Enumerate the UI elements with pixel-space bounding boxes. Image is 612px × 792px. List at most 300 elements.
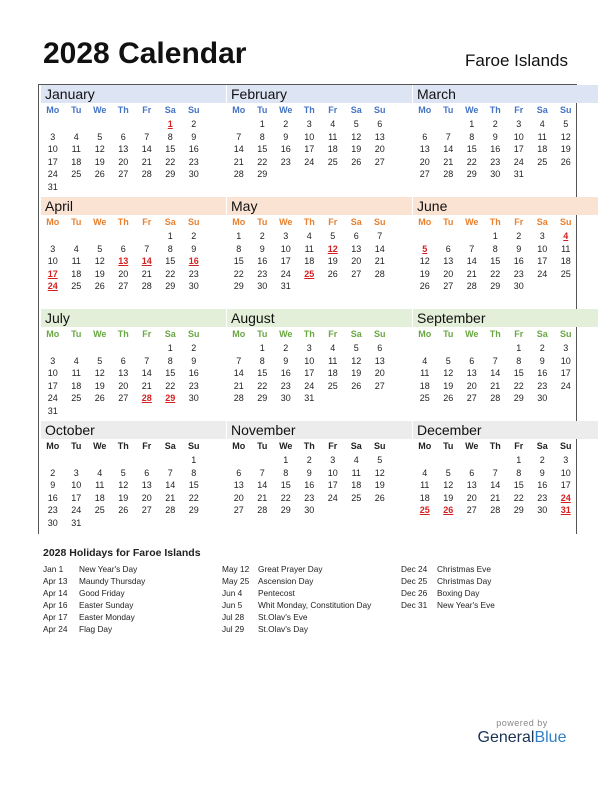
weekday-label: Tu (71, 217, 82, 227)
day-cell: 3 (306, 119, 312, 129)
week-row (413, 118, 598, 131)
day-cell: 14 (233, 368, 244, 379)
day-cell: 23 (537, 380, 548, 391)
day-cell: 20 (118, 268, 129, 279)
day-cell (321, 504, 345, 517)
day-cell: 8 (191, 467, 197, 478)
day-cell (112, 118, 136, 131)
day-cell: 22 (513, 380, 524, 391)
day-cell (460, 342, 484, 355)
day-cell (41, 454, 65, 467)
holiday-date: Jun 4 (222, 588, 243, 598)
day-cell: 16 (280, 368, 291, 379)
day-cell: 5 (330, 231, 336, 241)
day-cell: 5 (353, 343, 359, 353)
weekday-header-row (413, 327, 598, 341)
holiday-day-cell: 5 (422, 243, 428, 254)
day-cell (182, 181, 206, 194)
day-cell: 9 (259, 243, 265, 254)
day-cell: 26 (560, 156, 571, 167)
day-cell (41, 118, 65, 131)
day-cell: 15 (513, 480, 524, 491)
holiday-item (43, 623, 145, 635)
weekday-label: Sa (164, 441, 176, 451)
day-cell (159, 517, 183, 530)
day-cell (413, 454, 437, 467)
weekday-label: Su (187, 217, 200, 227)
day-cell: 1 (492, 231, 498, 241)
day-cell: 31 (71, 517, 82, 528)
day-cell: 24 (47, 169, 58, 180)
day-cell (88, 230, 112, 243)
day-cell: 6 (377, 343, 383, 353)
day-cell: 30 (304, 505, 315, 516)
weekday-label: Mo (46, 329, 60, 339)
day-cell: 29 (188, 505, 199, 516)
day-cell: 24 (304, 156, 315, 167)
day-cell (554, 168, 578, 181)
day-cell: 8 (469, 131, 475, 142)
generalblue-logo[interactable] (476, 718, 568, 747)
holiday-item (222, 563, 371, 575)
day-cell (437, 118, 461, 131)
day-cell: 27 (374, 380, 385, 391)
country-name: Faroe Islands (465, 51, 568, 70)
holiday-name: Flag Day (79, 624, 113, 634)
day-cell: 22 (466, 156, 477, 167)
holiday-date: Jan 1 (43, 564, 64, 574)
day-cell: 16 (537, 480, 548, 491)
day-cell: 11 (420, 480, 430, 491)
week-row (413, 255, 598, 268)
day-cell: 15 (466, 144, 477, 155)
day-cell (437, 230, 461, 243)
month-june (413, 197, 598, 309)
day-cell: 3 (50, 355, 56, 366)
day-cell: 1 (259, 119, 265, 129)
day-cell: 24 (327, 492, 338, 503)
day-cell: 25 (94, 505, 105, 516)
day-cell: 7 (377, 231, 383, 241)
day-cell: 20 (141, 492, 152, 503)
weekday-label: Tu (443, 329, 454, 339)
day-cell: 3 (330, 455, 336, 465)
day-cell: 18 (327, 144, 338, 155)
day-cell: 5 (377, 455, 383, 465)
week-row (227, 342, 412, 355)
weekday-header-row (41, 103, 226, 117)
day-cell: 5 (353, 119, 359, 129)
day-cell (88, 342, 112, 355)
day-cell: 9 (283, 355, 289, 366)
day-cell: 12 (351, 131, 362, 142)
day-cell: 13 (419, 144, 430, 155)
day-cell (135, 181, 159, 194)
day-cell: 18 (537, 144, 548, 155)
day-cell: 11 (95, 480, 105, 491)
weekday-label: Fr (142, 217, 152, 227)
week-row (41, 392, 226, 405)
day-cell: 3 (283, 231, 289, 241)
day-cell: 31 (304, 393, 315, 404)
month-february (227, 85, 412, 197)
weekday-label: Mo (46, 441, 60, 451)
day-cell (159, 181, 183, 194)
weekday-label: Th (489, 329, 501, 339)
holiday-day-cell: 14 (141, 256, 152, 267)
day-cell: 27 (118, 393, 129, 404)
day-cell: 16 (304, 480, 315, 491)
day-cell: 25 (71, 393, 82, 404)
day-cell: 20 (351, 256, 362, 267)
day-cell: 30 (188, 281, 199, 292)
week-row (227, 380, 412, 393)
day-cell: 2 (191, 343, 197, 353)
weekday-label: Sa (350, 105, 362, 115)
day-cell: 18 (419, 492, 430, 503)
weekday-label: We (93, 441, 107, 451)
weekday-label: Sa (350, 441, 362, 451)
day-cell: 29 (466, 169, 477, 180)
day-cell: 11 (328, 355, 338, 366)
holiday-item (401, 587, 495, 599)
holiday-item (401, 575, 495, 587)
day-cell: 4 (73, 243, 79, 254)
holiday-name: Great Prayer Day (258, 564, 323, 574)
week-row (413, 342, 598, 355)
day-cell (135, 517, 159, 530)
day-cell: 15 (233, 256, 244, 267)
day-cell: 26 (443, 393, 454, 404)
day-cell: 16 (537, 368, 548, 379)
day-cell: 3 (50, 243, 56, 254)
holiday-day-cell: 24 (560, 492, 571, 503)
day-cell: 29 (233, 281, 244, 292)
day-cell: 22 (165, 380, 176, 391)
day-cell: 23 (188, 380, 199, 391)
day-cell: 9 (50, 480, 56, 491)
day-cell: 11 (537, 131, 547, 142)
day-cell: 25 (560, 268, 571, 279)
day-cell: 19 (94, 380, 105, 391)
day-cell: 1 (469, 119, 475, 129)
day-cell: 1 (167, 231, 173, 241)
week-row (227, 143, 412, 156)
weekday-header-row (227, 103, 412, 117)
day-cell (413, 118, 437, 131)
month-header: February (227, 85, 412, 103)
day-cell: 23 (304, 492, 315, 503)
day-cell: 30 (513, 281, 524, 292)
day-cell: 22 (513, 492, 524, 503)
day-cell: 22 (280, 492, 291, 503)
holiday-day-cell: 13 (118, 256, 129, 267)
day-cell: 1 (236, 231, 242, 241)
day-cell: 6 (236, 467, 242, 478)
day-cell: 31 (47, 181, 58, 192)
month-may (227, 197, 412, 309)
day-cell: 11 (304, 243, 314, 254)
day-cell: 18 (71, 268, 82, 279)
month-header: May (227, 197, 412, 215)
day-cell: 13 (466, 368, 477, 379)
day-cell: 25 (419, 393, 430, 404)
week-row (413, 280, 598, 293)
day-cell (112, 454, 136, 467)
day-cell: 1 (516, 455, 522, 465)
weekday-label: Mo (418, 441, 432, 451)
day-cell: 4 (539, 119, 545, 129)
week-row (227, 255, 412, 268)
weekday-label: Sa (164, 217, 176, 227)
day-cell (112, 230, 136, 243)
day-cell: 19 (560, 144, 571, 155)
day-cell: 1 (167, 343, 173, 353)
week-row (413, 454, 598, 467)
day-cell (88, 118, 112, 131)
day-cell: 30 (490, 169, 501, 180)
day-cell: 16 (188, 144, 199, 155)
day-cell: 17 (560, 368, 571, 379)
day-cell: 28 (443, 169, 454, 180)
weekday-label: Sa (536, 441, 548, 451)
week-row (227, 367, 412, 380)
holiday-item (43, 611, 145, 623)
day-cell: 11 (71, 256, 81, 267)
day-cell: 29 (490, 281, 501, 292)
day-cell: 14 (141, 144, 152, 155)
weekday-label: Fr (142, 329, 152, 339)
week-row (41, 156, 226, 169)
weekday-label: Su (187, 329, 200, 339)
week-row (413, 156, 598, 169)
day-cell: 28 (490, 505, 501, 516)
page-title: 2028 Calendar (43, 37, 247, 70)
week-row (41, 355, 226, 368)
day-cell: 6 (144, 467, 150, 478)
day-cell: 29 (280, 505, 291, 516)
day-cell: 25 (327, 156, 338, 167)
day-cell: 19 (94, 156, 105, 167)
holiday-date: Dec 26 (401, 588, 428, 598)
day-cell (112, 405, 136, 418)
day-cell: 6 (353, 231, 359, 241)
weekday-header-row (413, 103, 598, 117)
week-row (227, 168, 412, 181)
holiday-item (43, 599, 145, 611)
month-january (41, 85, 226, 197)
holiday-day-cell: 17 (47, 268, 58, 279)
week-row (41, 243, 226, 256)
day-cell: 28 (466, 281, 477, 292)
week-row (227, 479, 412, 492)
day-cell (65, 342, 89, 355)
day-cell: 12 (419, 256, 430, 267)
day-cell: 3 (306, 343, 312, 353)
weekday-label: Tu (443, 441, 454, 451)
day-cell: 15 (188, 480, 199, 491)
week-row (227, 392, 412, 405)
holiday-day-cell: 16 (188, 256, 199, 267)
day-cell (531, 280, 555, 293)
day-cell: 10 (47, 368, 58, 379)
day-cell (41, 230, 65, 243)
weekday-label: Tu (257, 329, 268, 339)
week-row (41, 268, 226, 281)
holiday-item (43, 563, 145, 575)
weekday-header-row (41, 215, 226, 229)
holiday-name: New Year's Day (79, 564, 138, 574)
day-cell: 26 (94, 393, 105, 404)
holidays-title: 2028 Holidays for Faroe Islands (43, 547, 201, 559)
holiday-day-cell: 31 (560, 505, 571, 516)
day-cell: 20 (374, 144, 385, 155)
month-header: November (227, 421, 412, 439)
day-cell (460, 454, 484, 467)
day-cell: 11 (328, 131, 338, 142)
day-cell: 24 (537, 268, 548, 279)
day-cell: 8 (283, 467, 289, 478)
day-cell (135, 230, 159, 243)
day-cell (321, 392, 345, 405)
week-row (227, 118, 412, 131)
day-cell (135, 405, 159, 418)
day-cell: 16 (490, 144, 501, 155)
day-cell: 2 (516, 231, 522, 241)
day-cell: 2 (492, 119, 498, 129)
day-cell (460, 230, 484, 243)
brand-name-general: General (477, 729, 535, 746)
day-cell: 30 (537, 505, 548, 516)
day-cell: 12 (443, 480, 454, 491)
week-row (227, 467, 412, 480)
day-cell: 30 (188, 393, 199, 404)
day-cell: 27 (118, 169, 129, 180)
weekday-label: We (465, 329, 479, 339)
day-cell: 5 (563, 119, 569, 129)
day-cell: 11 (71, 144, 81, 155)
week-row (413, 131, 598, 144)
day-cell: 26 (374, 492, 385, 503)
day-cell: 9 (539, 355, 545, 366)
day-cell: 20 (466, 492, 477, 503)
day-cell: 19 (419, 268, 430, 279)
weekday-label: Sa (536, 217, 548, 227)
month-header: October (41, 421, 226, 439)
day-cell: 9 (306, 467, 312, 478)
day-cell: 5 (120, 467, 126, 478)
week-row (413, 168, 598, 181)
day-cell: 4 (353, 455, 359, 465)
weekday-label: Mo (232, 105, 246, 115)
week-row (413, 392, 598, 405)
day-cell: 2 (306, 455, 312, 465)
weekday-label: Th (303, 217, 315, 227)
day-cell: 20 (466, 380, 477, 391)
day-cell: 24 (71, 505, 82, 516)
holiday-item (401, 563, 495, 575)
week-row (41, 342, 226, 355)
day-cell: 10 (71, 480, 82, 491)
day-cell: 23 (490, 156, 501, 167)
day-cell: 27 (466, 505, 477, 516)
weekday-label: We (279, 441, 293, 451)
day-cell: 28 (233, 393, 244, 404)
day-cell (182, 405, 206, 418)
day-cell: 23 (47, 505, 58, 516)
week-row (227, 504, 412, 517)
day-cell: 23 (188, 268, 199, 279)
day-cell (135, 118, 159, 131)
weekday-label: Fr (142, 441, 152, 451)
day-cell: 7 (167, 467, 173, 478)
day-cell: 3 (563, 343, 569, 353)
day-cell: 13 (374, 131, 385, 142)
day-cell: 7 (144, 131, 150, 142)
weekday-label: Mo (46, 105, 60, 115)
day-cell (554, 392, 578, 405)
month-march (413, 85, 598, 197)
holiday-day-cell: 26 (443, 505, 454, 516)
weekday-label: Th (489, 441, 501, 451)
day-cell: 10 (537, 243, 548, 254)
day-cell (227, 118, 251, 131)
day-cell: 9 (492, 131, 498, 142)
week-row (41, 367, 226, 380)
day-cell: 6 (445, 243, 451, 254)
weekday-label: We (279, 105, 293, 115)
holiday-date: Jul 28 (222, 612, 245, 622)
day-cell: 17 (71, 492, 82, 503)
weekday-label: Tu (443, 217, 454, 227)
day-cell: 28 (490, 393, 501, 404)
day-cell: 21 (490, 380, 501, 391)
weekday-header-row (41, 439, 226, 453)
week-row (413, 143, 598, 156)
day-cell: 14 (165, 480, 176, 491)
weekday-label: Mo (418, 105, 432, 115)
day-cell: 19 (351, 144, 362, 155)
week-row (413, 380, 598, 393)
holiday-day-cell: 25 (419, 505, 430, 516)
day-cell: 17 (47, 156, 58, 167)
day-cell: 19 (327, 256, 338, 267)
day-cell: 30 (47, 517, 58, 528)
holiday-day-cell: 12 (327, 243, 338, 254)
holiday-name: New Year's Eve (437, 600, 495, 610)
day-cell: 8 (259, 355, 265, 366)
day-cell: 5 (445, 467, 451, 478)
day-cell: 14 (233, 144, 244, 155)
day-cell: 22 (165, 268, 176, 279)
day-cell: 17 (304, 144, 315, 155)
week-row (413, 230, 598, 243)
day-cell: 10 (560, 355, 571, 366)
day-cell (65, 181, 89, 194)
day-cell: 26 (94, 169, 105, 180)
day-cell: 29 (257, 393, 268, 404)
day-cell (88, 517, 112, 530)
month-header: December (413, 421, 598, 439)
day-cell: 9 (516, 243, 522, 254)
weekday-label: Mo (232, 329, 246, 339)
day-cell (65, 405, 89, 418)
day-cell: 7 (144, 355, 150, 366)
day-cell: 20 (374, 368, 385, 379)
weekday-label: Sa (536, 105, 548, 115)
day-cell: 7 (259, 467, 265, 478)
weekday-label: Th (303, 441, 315, 451)
